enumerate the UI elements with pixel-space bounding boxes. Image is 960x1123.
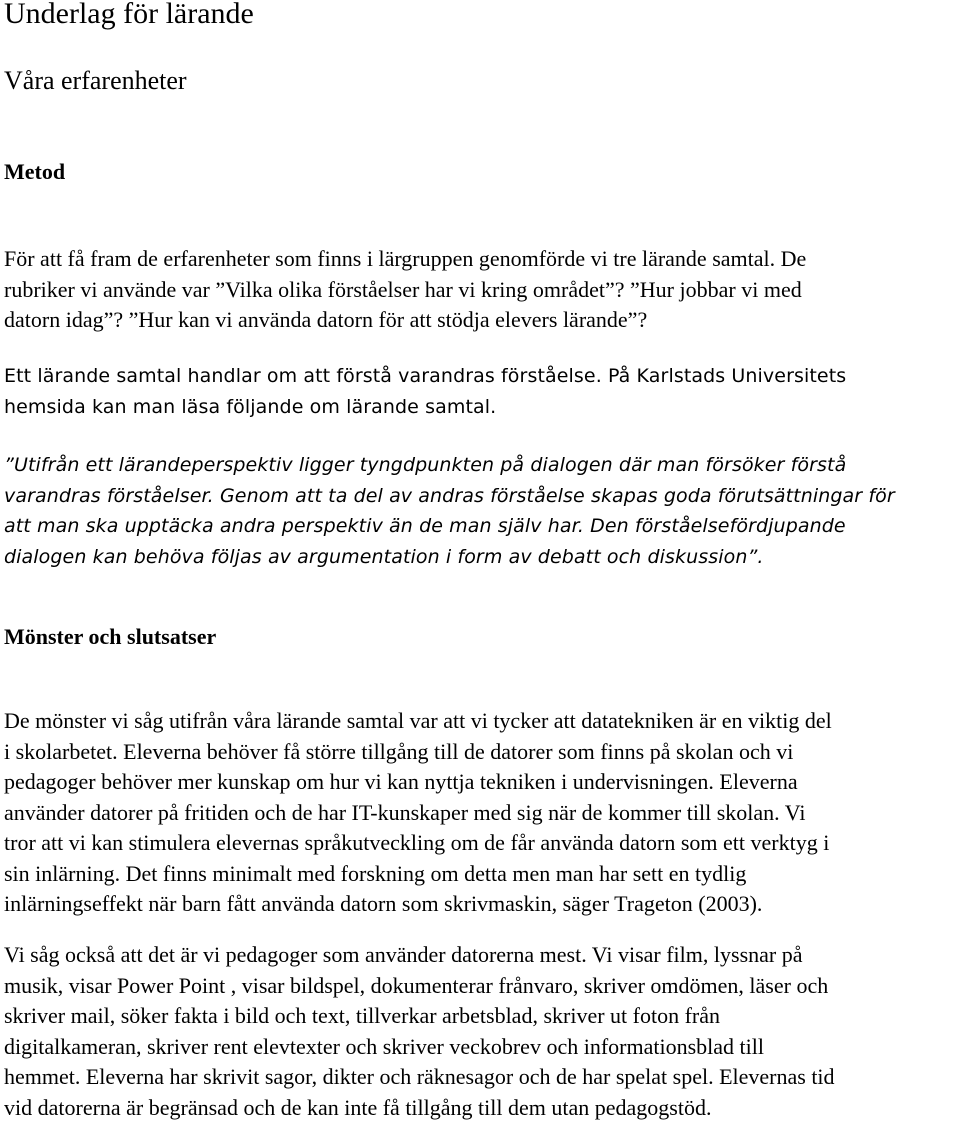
quote-line-3: att man ska upptäcka andra perspektiv än de man själv har. Den förståelsefördjupande — [4, 511, 895, 542]
quote-line-4: dialogen kan behöva följas av argumentation i form av debatt och diskussion”. — [4, 542, 895, 573]
method-intro-line-1: För att få fram de erfarenheter som finns i lärgruppen genomförde vi tre lärande samtal. De — [4, 244, 806, 275]
learning-talk-line-1: Ett lärande samtal handlar om att förstå varandras förståelse. På Karlstads Universitets — [4, 361, 846, 392]
method-intro-line-3: datorn idag”? ”Hur kan vi använda datorn för att stödja elevers lärande”? — [4, 305, 806, 336]
patterns-paragraph-conclusions — [4, 706, 832, 920]
usage-line-6: vid datorerna är begränsad och de kan inte få tillgång till dem utan pedagogstöd. — [4, 1093, 835, 1123]
patterns-line-5: tror att vi kan stimulera elevernas språkutveckling om de får använda datorn som ett verktyg i — [4, 828, 832, 859]
method-paragraph-learning-talk — [4, 361, 846, 422]
page-subtitle: Våra erfarenheter — [4, 66, 187, 96]
patterns-line-7: inlärningseffekt när barn fått använda datorn som skrivmaskin, säger Trageton (2003). — [4, 889, 832, 920]
usage-line-5: hemmet. Eleverna har skrivit sagor, dikter och räknesagor och de har spelat spel. Elevernas tid — [4, 1062, 835, 1093]
patterns-line-6: sin inlärning. Det finns minimalt med forskning om detta men man har sett en tydlig — [4, 859, 832, 890]
learning-talk-line-2: hemsida kan man läsa följande om lärande samtal. — [4, 392, 846, 423]
patterns-line-2: i skolarbetet. Eleverna behöver få större tillgång till de datorer som finns på skolan och vi — [4, 737, 832, 768]
patterns-paragraph-usage — [4, 940, 835, 1123]
method-quote — [4, 450, 895, 572]
patterns-line-1: De mönster vi såg utifrån våra lärande samtal var att vi tycker att datatekniken är en viktig del — [4, 706, 832, 737]
usage-line-2: musik, visar Power Point , visar bildspel, dokumenterar frånvaro, skriver omdömen, läser och — [4, 971, 835, 1002]
usage-line-1: Vi såg också att det är vi pedagoger som använder datorerna mest. Vi visar film, lyssnar på — [4, 940, 835, 971]
usage-line-3: skriver mail, söker fakta i bild och text, tillverkar arbetsblad, skriver ut foton från — [4, 1001, 835, 1032]
page-title: Underlag för lärande — [4, 0, 254, 31]
usage-line-4: digitalkameran, skriver rent elevtexter och skriver veckobrev och informationsblad till — [4, 1032, 835, 1063]
method-paragraph-intro — [4, 244, 806, 336]
patterns-line-3: pedagoger behöver mer kunskap om hur vi kan nyttja tekniken i undervisningen. Eleverna — [4, 767, 832, 798]
method-intro-line-2: rubriker vi använde var ”Vilka olika förståelser har vi kring området”? ”Hur jobbar vi med — [4, 275, 806, 306]
quote-line-1: ”Utifrån ett lärandeperspektiv ligger tyngdpunkten på dialogen där man försöker förstå — [4, 450, 895, 481]
section-heading-patterns: Mönster och slutsatser — [4, 624, 216, 650]
quote-line-2: varandras förståelser. Genom att ta del av andras förståelse skapas goda förutsättningar för — [4, 481, 895, 512]
patterns-line-4: använder datorer på fritiden och de har IT-kunskaper med sig när de kommer till skolan. Vi — [4, 798, 832, 829]
section-heading-method: Metod — [4, 159, 65, 185]
